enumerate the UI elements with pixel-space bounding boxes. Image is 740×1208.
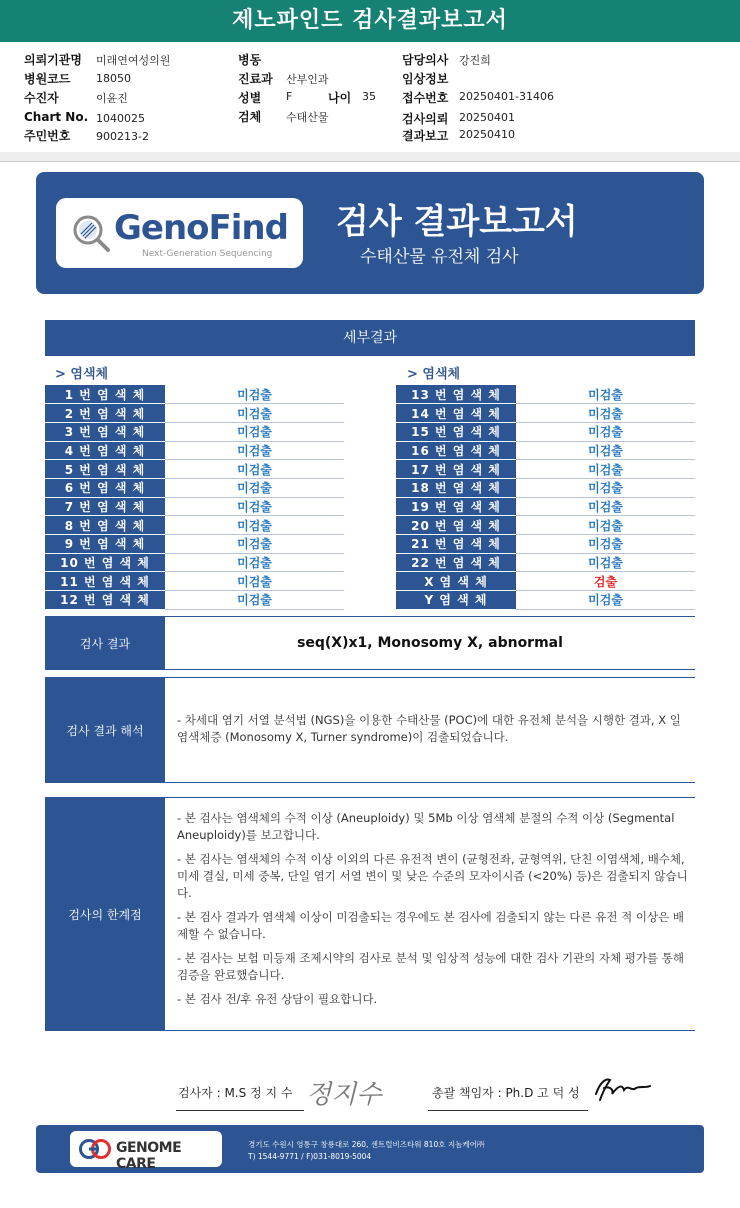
label-clinical-info: 임상정보 — [402, 72, 449, 86]
chromosome-name: 8 번 염 색 체 — [45, 516, 165, 535]
chromosome-result: 미검출 — [516, 404, 695, 423]
footer-logo-text: GENOME CARE — [116, 1140, 182, 1172]
logo-name: GenoFind — [114, 208, 288, 248]
value-patient-name: 이윤진 — [96, 92, 128, 105]
info-divider — [0, 152, 740, 162]
chromosome-row — [45, 497, 344, 516]
chromosome-table-right — [396, 385, 695, 610]
chromosome-row — [45, 553, 344, 572]
label-chart-no: Chart No. — [24, 110, 89, 124]
chromosome-result: 미검출 — [165, 422, 344, 441]
chromosome-result: 미검출 — [165, 553, 344, 572]
chromosome-name: 5 번 염 색 체 — [45, 460, 165, 479]
banner-title: 검사 결과보고서 — [336, 202, 578, 242]
chromosome-result: 미검출 — [516, 591, 695, 610]
label-age: 나이 — [328, 91, 352, 105]
label-patient-name: 수진자 — [24, 91, 59, 105]
chromosome-row — [45, 535, 344, 554]
genofind-logo — [56, 198, 303, 268]
chromosome-row — [396, 572, 695, 591]
chromosome-name: 18 번 염 색 체 — [396, 478, 516, 497]
chromosome-table-left — [45, 385, 344, 610]
chromosome-result: 미검출 — [516, 516, 695, 535]
label-department: 진료과 — [238, 72, 273, 86]
limitation-item: - 본 검사는 염색체의 수적 이상 (Aneuploidy) 및 5Mb 이상 염색체 분절의 수적 이상 (Segmental Aneuploidy)를 보고합니다. — [177, 811, 675, 842]
chromosome-name: 13 번 염 색 체 — [396, 385, 516, 404]
chromosome-name: 4 번 염 색 체 — [45, 441, 165, 460]
chromosome-name: 16 번 염 색 체 — [396, 441, 516, 460]
label-requesting-institution: 의뢰기관명 — [24, 53, 82, 67]
label-resident-no: 주민번호 — [24, 129, 71, 143]
chromosome-result: 미검출 — [165, 478, 344, 497]
chromosome-name: 20 번 염 색 체 — [396, 516, 516, 535]
chromosome-name: 14 번 염 색 체 — [396, 404, 516, 423]
chromosome-row — [45, 385, 344, 404]
chromosome-row — [45, 404, 344, 423]
examiner-signature: 정지수 — [306, 1080, 382, 1110]
label-hospital-code: 병원코드 — [24, 72, 71, 86]
value-age: 35 — [362, 90, 376, 103]
footer-phone: T) 1544-9771 / F)031-8019-5004 — [248, 1152, 372, 1161]
value-doctor: 강진희 — [459, 54, 491, 67]
limitations-box — [45, 797, 695, 1031]
value-resident-no: 900213-2 — [96, 130, 149, 143]
chromosome-row — [45, 441, 344, 460]
chromosome-name: 6 번 염 색 체 — [45, 478, 165, 497]
examiner-sign-line — [176, 1110, 304, 1111]
chromosome-row — [45, 478, 344, 497]
chromosome-name: 3 번 염 색 체 — [45, 422, 165, 441]
chromosome-name: 15 번 염 색 체 — [396, 422, 516, 441]
label-ward: 병동 — [238, 53, 262, 67]
chromosome-result: 미검출 — [516, 535, 695, 554]
detail-section-header: 세부결과 — [45, 320, 695, 356]
label-report-date: 결과보고 — [402, 129, 449, 143]
chromosome-row — [396, 516, 695, 535]
chromosome-row — [396, 404, 695, 423]
chromosome-row — [396, 422, 695, 441]
limitation-item: - 본 검사 결과가 염색체 이상이 미검출되는 경우에도 본 검사에 검출되지 않는 다른 유전 적 이상은 배제할 수 없습니다. — [177, 910, 684, 941]
interpretation-text: - 차세대 염기 서열 분석법 (NGS)을 이용한 수태산물 (POC)에 대한 유전체 분석을 시행한 결과, X 일염색체증 (Monosomy X, Turner syndrome)이 검출되었습니다. — [177, 713, 681, 744]
chromosome-result: 미검출 — [516, 460, 695, 479]
value-request-date: 20250401 — [459, 111, 515, 124]
chromosome-result: 미검출 — [165, 591, 344, 610]
chromosome-row — [396, 591, 695, 610]
chromosome-row — [45, 572, 344, 591]
chromosome-name: 19 번 염 색 체 — [396, 497, 516, 516]
value-requesting-institution: 미래연여성의원 — [96, 54, 171, 67]
value-report-date: 20250410 — [459, 128, 515, 141]
patient-info — [0, 42, 740, 154]
chromosome-name: 9 번 염 색 체 — [45, 535, 165, 554]
value-specimen: 수태산물 — [286, 111, 329, 124]
limitation-item: - 본 검사 전/후 유전 상담이 필요합니다. — [177, 992, 378, 1006]
left-chromosome-title: > 염색체 — [55, 367, 109, 382]
limitation-item: - 본 검사는 염색체의 수적 이상 이외의 다른 유전적 변이 (균형전좌, 균형역위, 단친 이염색체, 배수체, 미세 결실, 미세 중복, 단일 염기 서열 변이 및 낮은 수준의 모자이시즘 (<20%) 등)은 검출되지 않습니다. — [177, 852, 688, 900]
value-department: 산부인과 — [286, 73, 329, 86]
chromosome-result: 미검출 — [165, 497, 344, 516]
report-banner — [36, 172, 704, 294]
chromosome-result: 미검출 — [165, 385, 344, 404]
chromosome-row — [45, 591, 344, 610]
chromosome-result: 미검출 — [165, 535, 344, 554]
limitations-label: 검사의 한계점 — [45, 798, 165, 1030]
chromosome-result: 미검출 — [516, 385, 695, 404]
chromosome-result: 미검출 — [165, 572, 344, 591]
director-label: 총괄 책임자 : Ph.D 고 덕 성 — [432, 1086, 580, 1100]
result-value: seq(X)x1, Monosomy X, abnormal — [297, 635, 563, 651]
result-label: 검사 결과 — [45, 617, 165, 669]
chromosome-row — [45, 422, 344, 441]
chromosome-result: 미검출 — [516, 441, 695, 460]
logo-subtitle: Next-Generation Sequencing — [142, 249, 273, 259]
label-specimen: 검체 — [238, 110, 262, 124]
footer — [36, 1125, 704, 1173]
chromosome-name: 1 번 염 색 체 — [45, 385, 165, 404]
chromosome-result: 미검출 — [516, 422, 695, 441]
value-sex: F — [286, 90, 293, 103]
value-receipt-no: 20250401-31406 — [459, 90, 554, 103]
banner-subtitle: 수태산물 유전체 검사 — [360, 247, 519, 267]
chromosome-result: 미검출 — [516, 478, 695, 497]
value-chart-no: 1040025 — [96, 112, 145, 125]
label-request-date: 검사의뢰 — [402, 112, 449, 126]
chromosome-name: Y 염 색 체 — [396, 591, 516, 610]
chromosome-row — [396, 497, 695, 516]
chromosome-name: 2 번 염 색 체 — [45, 404, 165, 423]
genome-care-icon — [78, 1138, 112, 1160]
footer-address: 경기도 수원시 영통구 창룡대로 260, 센트럴비즈타워 810호 지놈케어㈜ — [248, 1140, 485, 1149]
chromosome-row — [396, 553, 695, 572]
examiner-label: 검사자 : M.S 정 지 수 — [178, 1086, 293, 1100]
director-signature-icon — [592, 1072, 652, 1106]
chromosome-result: 미검출 — [165, 441, 344, 460]
chromosome-row — [396, 385, 695, 404]
right-chromosome-title: > 염색체 — [407, 367, 461, 382]
chromosome-row — [396, 460, 695, 479]
chromosome-name: 22 번 염 색 체 — [396, 553, 516, 572]
result-box — [45, 616, 695, 670]
chromosome-row — [45, 460, 344, 479]
chromosome-row — [396, 478, 695, 497]
chromosome-row — [396, 535, 695, 554]
chromosome-result: 미검출 — [516, 497, 695, 516]
label-doctor: 담당의사 — [402, 53, 449, 67]
footer-address-block — [248, 1139, 484, 1163]
director-sign-line — [428, 1110, 588, 1111]
report-top-title: 제노파인드 검사결과보고서 — [0, 0, 740, 42]
chromosome-name: 11 번 염 색 체 — [45, 572, 165, 591]
chromosome-result: 미검출 — [165, 404, 344, 423]
magnifier-icon — [70, 212, 112, 254]
chromosome-result: 미검출 — [165, 516, 344, 535]
chromosome-result-detected: 검출 — [516, 572, 695, 591]
chromosome-name: 21 번 염 색 체 — [396, 535, 516, 554]
genome-care-logo — [70, 1131, 222, 1172]
interpretation-box — [45, 677, 695, 783]
chromosome-name: 12 번 염 색 체 — [45, 591, 165, 610]
chromosome-result: 미검출 — [165, 460, 344, 479]
chromosome-name: X 염 색 체 — [396, 572, 516, 591]
label-sex: 성별 — [238, 91, 262, 105]
interpretation-label: 검사 결과 해석 — [45, 678, 165, 782]
chromosome-row — [396, 441, 695, 460]
limitation-item: - 본 검사는 보험 미등재 조제시약의 검사로 분석 및 임상적 성능에 대한 검사 기관의 자체 평가를 통해 검증을 완료했습니다. — [177, 951, 684, 982]
chromosome-row — [45, 516, 344, 535]
chromosome-name: 7 번 염 색 체 — [45, 497, 165, 516]
chromosome-result: 미검출 — [516, 553, 695, 572]
chromosome-name: 10 번 염 색 체 — [45, 553, 165, 572]
chromosome-name: 17 번 염 색 체 — [396, 460, 516, 479]
limitations-list — [177, 810, 689, 1015]
value-hospital-code: 18050 — [96, 72, 131, 85]
label-receipt-no: 접수번호 — [402, 91, 449, 105]
